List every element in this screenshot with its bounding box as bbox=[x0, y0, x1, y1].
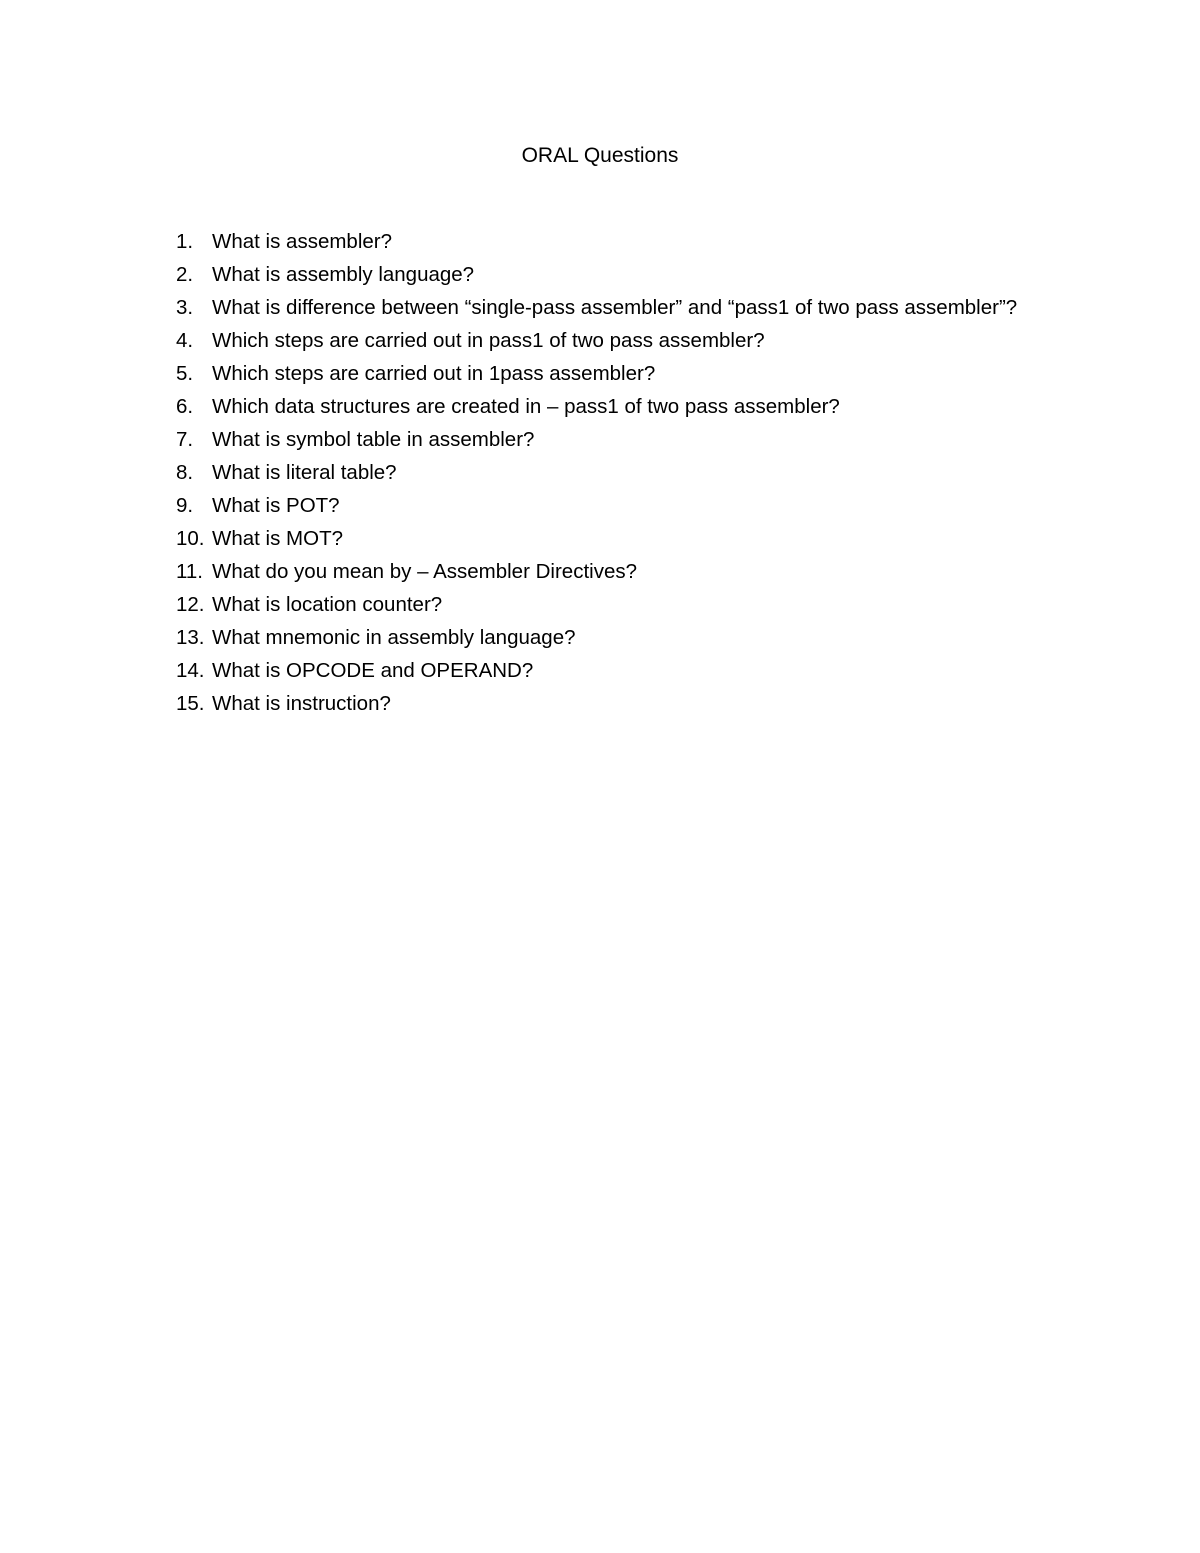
question-item bbox=[176, 590, 1136, 623]
question-text: What mnemonic in assembly language? bbox=[212, 626, 576, 649]
question-text: What is OPCODE and OPERAND? bbox=[212, 659, 534, 682]
question-number: 5. bbox=[176, 362, 194, 385]
question-number: 6. bbox=[176, 395, 194, 418]
question-item bbox=[176, 392, 1136, 425]
question-text: Which data structures are created in – pass1 of two pass assembler? bbox=[212, 395, 840, 418]
question-item bbox=[176, 623, 1136, 656]
question-number: 4. bbox=[176, 329, 194, 352]
question-item bbox=[176, 524, 1136, 557]
question-item bbox=[176, 425, 1136, 458]
question-number: 9. bbox=[176, 494, 194, 517]
question-item bbox=[176, 359, 1136, 392]
question-text: What is symbol table in assembler? bbox=[212, 428, 535, 451]
question-text: What is location counter? bbox=[212, 593, 443, 616]
question-text: Which steps are carried out in 1pass assembler? bbox=[212, 362, 656, 385]
question-item bbox=[176, 293, 1136, 326]
question-item bbox=[176, 656, 1136, 689]
question-text: What is literal table? bbox=[212, 461, 397, 484]
question-item bbox=[176, 689, 1136, 722]
question-number: 8. bbox=[176, 461, 194, 484]
question-number: 13. bbox=[176, 626, 205, 649]
question-number: 12. bbox=[176, 593, 205, 616]
question-item bbox=[176, 326, 1136, 359]
question-number: 7. bbox=[176, 428, 194, 451]
question-text: Which steps are carried out in pass1 of two pass assembler? bbox=[212, 329, 765, 352]
question-text: What is difference between “single-pass assembler” and “pass1 of two pass assembler”? bbox=[212, 296, 1018, 319]
question-number: 2. bbox=[176, 263, 194, 286]
question-list bbox=[176, 227, 1136, 722]
question-number: 3. bbox=[176, 296, 194, 319]
question-item bbox=[176, 458, 1136, 491]
question-text: What is POT? bbox=[212, 494, 340, 517]
question-number: 10. bbox=[176, 527, 205, 550]
question-item bbox=[176, 227, 1136, 260]
question-item bbox=[176, 557, 1136, 590]
question-text: What is MOT? bbox=[212, 527, 343, 550]
question-number: 14. bbox=[176, 659, 205, 682]
question-number: 15. bbox=[176, 692, 205, 715]
question-number: 1. bbox=[176, 230, 194, 253]
question-text: What is assembler? bbox=[212, 230, 393, 253]
question-text: What is instruction? bbox=[212, 692, 391, 715]
question-item bbox=[176, 491, 1136, 524]
document-title: ORAL Questions bbox=[521, 144, 679, 167]
question-text: What is assembly language? bbox=[212, 263, 475, 286]
question-item bbox=[176, 260, 1136, 293]
question-number: 11. bbox=[176, 560, 203, 583]
question-text: What do you mean by – Assembler Directives? bbox=[212, 560, 637, 583]
